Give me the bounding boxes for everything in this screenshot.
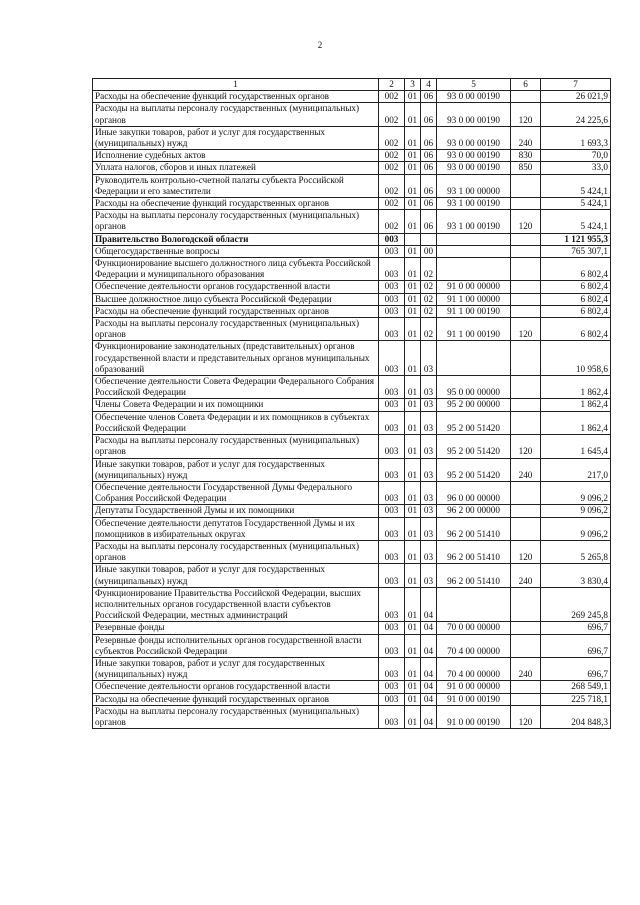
table-row [93, 341, 611, 376]
row-name-cell: Иные закупки товаров, работ и услуг для государственных (муниципальных) нужд [93, 126, 379, 149]
row-code-cell: 003 [379, 318, 405, 341]
row-section-cell [405, 233, 421, 245]
table-row [93, 281, 611, 293]
row-amount-cell: 696,7 [541, 622, 611, 634]
row-expense-type-cell [511, 258, 541, 281]
table-row [93, 150, 611, 162]
row-subsection-cell: 04 [421, 634, 437, 657]
row-name-cell: Иные закупки товаров, работ и услуг для государственных (муниципальных) нужд [93, 657, 379, 680]
row-section-cell: 01 [405, 693, 421, 705]
row-amount-cell: 10 958,6 [541, 341, 611, 376]
row-target-article-cell: 93 0 00 00190 [437, 162, 511, 174]
row-subsection-cell: 03 [421, 399, 437, 411]
row-target-article-cell: 93 0 00 00190 [437, 126, 511, 149]
row-name-cell: Обеспечение деятельности Совета Федерации Федерального Собрания Российской Федерации [93, 376, 379, 399]
row-target-article-cell: 95 2 00 51420 [437, 435, 511, 458]
row-code-cell: 002 [379, 150, 405, 162]
row-section-cell: 01 [405, 91, 421, 103]
row-section-cell: 01 [405, 587, 421, 622]
row-name-cell: Расходы на обеспечение функций государственных органов [93, 198, 379, 210]
row-section-cell: 01 [405, 399, 421, 411]
row-amount-cell: 9 096,2 [541, 505, 611, 517]
row-name-cell: Расходы на обеспечение функций государственных органов [93, 91, 379, 103]
row-expense-type-cell [511, 281, 541, 293]
row-code-cell: 002 [379, 210, 405, 233]
row-target-article-cell: 91 1 00 00190 [437, 305, 511, 317]
row-subsection-cell: 00 [421, 245, 437, 257]
table-row [93, 587, 611, 622]
row-section-cell: 01 [405, 341, 421, 376]
column-header: 5 [437, 79, 511, 91]
row-expense-type-cell [511, 411, 541, 434]
row-amount-cell: 9 096,2 [541, 517, 611, 540]
row-code-cell: 002 [379, 126, 405, 149]
table-row [93, 564, 611, 587]
table-row [93, 376, 611, 399]
row-subsection-cell: 02 [421, 293, 437, 305]
row-expense-type-cell [511, 245, 541, 257]
row-code-cell: 003 [379, 458, 405, 481]
row-amount-cell: 225 718,1 [541, 693, 611, 705]
row-target-article-cell: 91 0 00 00000 [437, 281, 511, 293]
table-row [93, 126, 611, 149]
row-name-cell: Функционирование высшего должностного лица субъекта Российской Федерации и муниципального образования [93, 258, 379, 281]
table-row [93, 657, 611, 680]
table-row [93, 435, 611, 458]
row-name-cell: Функционирование законодательных (представительных) органов государственной власти и представительных органов муниципальных образований [93, 341, 379, 376]
row-subsection-cell: 04 [421, 693, 437, 705]
table-row [93, 634, 611, 657]
row-name-cell: Общегосударственные вопросы [93, 245, 379, 257]
table-row [93, 198, 611, 210]
row-subsection-cell: 03 [421, 458, 437, 481]
row-target-article-cell [437, 341, 511, 376]
row-name-cell: Расходы на выплаты персоналу государственных (муниципальных) органов [93, 210, 379, 233]
row-amount-cell: 1 121 955,3 [541, 233, 611, 245]
row-expense-type-cell [511, 305, 541, 317]
row-section-cell: 01 [405, 150, 421, 162]
row-name-cell: Обеспечение деятельности органов государственной власти [93, 681, 379, 693]
table-row [93, 693, 611, 705]
row-amount-cell: 9 096,2 [541, 481, 611, 504]
row-subsection-cell: 03 [421, 505, 437, 517]
row-section-cell: 01 [405, 458, 421, 481]
row-amount-cell: 6 802,4 [541, 293, 611, 305]
column-header: 3 [405, 79, 421, 91]
row-section-cell: 01 [405, 318, 421, 341]
row-amount-cell: 24 225,6 [541, 103, 611, 126]
row-expense-type-cell [511, 517, 541, 540]
row-target-article-cell [437, 258, 511, 281]
row-expense-type-cell: 240 [511, 657, 541, 680]
row-name-cell: Обеспечение деятельности депутатов Государственной Думы и их помощников в избирательных округах [93, 517, 379, 540]
row-name-cell: Исполнение судебных актов [93, 150, 379, 162]
row-code-cell: 003 [379, 293, 405, 305]
column-header: 6 [511, 79, 541, 91]
row-subsection-cell: 02 [421, 305, 437, 317]
row-expense-type-cell [511, 399, 541, 411]
row-amount-cell: 70,0 [541, 150, 611, 162]
row-amount-cell: 696,7 [541, 634, 611, 657]
row-amount-cell: 6 802,4 [541, 258, 611, 281]
row-name-cell: Иные закупки товаров, работ и услуг для государственных (муниципальных) нужд [93, 458, 379, 481]
row-expense-type-cell [511, 376, 541, 399]
table-row [93, 411, 611, 434]
row-target-article-cell: 96 2 00 00000 [437, 505, 511, 517]
row-name-cell: Высшее должностное лицо субъекта Российской Федерации [93, 293, 379, 305]
row-subsection-cell: 03 [421, 341, 437, 376]
table-row [93, 622, 611, 634]
row-name-cell: Резервные фонды исполнительных органов государственной власти субъектов Российской Федерации [93, 634, 379, 657]
row-code-cell: 003 [379, 233, 405, 245]
row-target-article-cell: 91 0 00 00190 [437, 693, 511, 705]
row-section-cell: 01 [405, 622, 421, 634]
row-amount-cell: 696,7 [541, 657, 611, 680]
row-subsection-cell: 06 [421, 91, 437, 103]
row-subsection-cell: 02 [421, 281, 437, 293]
row-code-cell: 002 [379, 174, 405, 197]
row-amount-cell: 268 549,1 [541, 681, 611, 693]
table-row [93, 540, 611, 563]
row-code-cell: 003 [379, 411, 405, 434]
row-section-cell: 01 [405, 103, 421, 126]
row-target-article-cell: 93 0 00 00190 [437, 150, 511, 162]
table-row [93, 210, 611, 233]
row-expense-type-cell [511, 91, 541, 103]
table-row [93, 91, 611, 103]
row-subsection-cell: 03 [421, 376, 437, 399]
row-target-article-cell: 91 1 00 00190 [437, 318, 511, 341]
row-code-cell: 003 [379, 705, 405, 728]
row-expense-type-cell [511, 293, 541, 305]
row-section-cell: 01 [405, 126, 421, 149]
row-code-cell: 002 [379, 103, 405, 126]
row-code-cell: 003 [379, 341, 405, 376]
row-subsection-cell: 03 [421, 481, 437, 504]
row-code-cell: 003 [379, 305, 405, 317]
row-section-cell: 01 [405, 258, 421, 281]
row-section-cell: 01 [405, 210, 421, 233]
row-target-article-cell: 91 1 00 00000 [437, 293, 511, 305]
row-expense-type-cell [511, 341, 541, 376]
row-subsection-cell: 04 [421, 622, 437, 634]
row-subsection-cell: 03 [421, 564, 437, 587]
row-code-cell: 003 [379, 657, 405, 680]
row-subsection-cell: 04 [421, 587, 437, 622]
row-target-article-cell: 70 4 00 00000 [437, 634, 511, 657]
row-section-cell: 01 [405, 517, 421, 540]
row-section-cell: 01 [405, 435, 421, 458]
row-amount-cell: 5 424,1 [541, 210, 611, 233]
row-amount-cell: 3 830,4 [541, 564, 611, 587]
row-subsection-cell: 06 [421, 198, 437, 210]
row-amount-cell: 5 265,8 [541, 540, 611, 563]
row-subsection-cell: 03 [421, 411, 437, 434]
row-section-cell: 01 [405, 281, 421, 293]
row-expense-type-cell: 120 [511, 435, 541, 458]
row-name-cell: Расходы на выплаты персоналу государственных (муниципальных) органов [93, 705, 379, 728]
row-code-cell: 003 [379, 245, 405, 257]
row-section-cell: 01 [405, 564, 421, 587]
table-row [93, 705, 611, 728]
row-expense-type-cell [511, 481, 541, 504]
row-expense-type-cell: 240 [511, 126, 541, 149]
row-expense-type-cell [511, 622, 541, 634]
row-expense-type-cell: 240 [511, 564, 541, 587]
row-target-article-cell: 95 0 00 00000 [437, 376, 511, 399]
row-subsection-cell: 06 [421, 103, 437, 126]
row-target-article-cell: 95 2 00 00000 [437, 399, 511, 411]
row-name-cell: Депутаты Государственной Думы и их помощники [93, 505, 379, 517]
page-number: 2 [317, 40, 323, 50]
table-row [93, 399, 611, 411]
row-code-cell: 003 [379, 281, 405, 293]
row-code-cell: 003 [379, 399, 405, 411]
row-target-article-cell: 93 0 00 00190 [437, 103, 511, 126]
row-expense-type-cell: 120 [511, 318, 541, 341]
row-expense-type-cell [511, 693, 541, 705]
row-code-cell: 003 [379, 634, 405, 657]
row-target-article-cell: 96 2 00 51410 [437, 540, 511, 563]
row-amount-cell: 1 862,4 [541, 411, 611, 434]
row-subsection-cell: 06 [421, 162, 437, 174]
row-section-cell: 01 [405, 174, 421, 197]
row-section-cell: 01 [405, 198, 421, 210]
row-code-cell: 002 [379, 91, 405, 103]
row-target-article-cell: 95 2 00 51420 [437, 458, 511, 481]
table-row [93, 318, 611, 341]
row-subsection-cell: 04 [421, 657, 437, 680]
row-expense-type-cell: 240 [511, 458, 541, 481]
row-name-cell: Обеспечение деятельности Государственной Думы Федерального Собрания Российской Федерации [93, 481, 379, 504]
row-amount-cell: 26 021,9 [541, 91, 611, 103]
row-name-cell: Руководитель контрольно-счетной палаты субъекта Российской Федерации и его заместители [93, 174, 379, 197]
row-subsection-cell: 04 [421, 705, 437, 728]
row-amount-cell: 1 645,4 [541, 435, 611, 458]
row-code-cell: 003 [379, 481, 405, 504]
row-expense-type-cell [511, 587, 541, 622]
row-name-cell: Расходы на выплаты персоналу государственных (муниципальных) органов [93, 540, 379, 563]
row-code-cell: 003 [379, 435, 405, 458]
row-amount-cell: 269 245,8 [541, 587, 611, 622]
column-header: 1 [93, 79, 379, 91]
row-expense-type-cell: 850 [511, 162, 541, 174]
row-name-cell: Расходы на выплаты персоналу государственных (муниципальных) органов [93, 103, 379, 126]
row-section-cell: 01 [405, 376, 421, 399]
row-expense-type-cell: 120 [511, 210, 541, 233]
table-row [93, 245, 611, 257]
column-header: 4 [421, 79, 437, 91]
row-section-cell: 01 [405, 293, 421, 305]
row-expense-type-cell [511, 505, 541, 517]
row-name-cell: Обеспечение деятельности органов государственной власти [93, 281, 379, 293]
column-header: 7 [541, 79, 611, 91]
row-target-article-cell: 91 0 00 00190 [437, 705, 511, 728]
row-section-cell: 01 [405, 162, 421, 174]
row-name-cell: Расходы на обеспечение функций государственных органов [93, 693, 379, 705]
table-row [93, 233, 611, 245]
row-expense-type-cell [511, 681, 541, 693]
row-amount-cell: 6 802,4 [541, 318, 611, 341]
row-amount-cell: 33,0 [541, 162, 611, 174]
table-row [93, 517, 611, 540]
row-expense-type-cell [511, 174, 541, 197]
row-name-cell: Правительство Вологодской области [93, 233, 379, 245]
row-target-article-cell [437, 245, 511, 257]
row-section-cell: 01 [405, 245, 421, 257]
row-code-cell: 002 [379, 198, 405, 210]
row-subsection-cell: 06 [421, 210, 437, 233]
row-expense-type-cell: 120 [511, 103, 541, 126]
row-expense-type-cell: 120 [511, 705, 541, 728]
row-section-cell: 01 [405, 705, 421, 728]
row-target-article-cell: 93 1 00 00190 [437, 210, 511, 233]
row-name-cell: Обеспечение членов Совета Федерации и их помощников в субъектах Российской Федерации [93, 411, 379, 434]
row-name-cell: Расходы на выплаты персоналу государственных (муниципальных) органов [93, 435, 379, 458]
row-target-article-cell: 93 1 00 00000 [437, 174, 511, 197]
row-section-cell: 01 [405, 540, 421, 563]
table-row [93, 458, 611, 481]
row-amount-cell: 765 307,1 [541, 245, 611, 257]
row-section-cell: 01 [405, 657, 421, 680]
row-name-cell: Расходы на выплаты персоналу государственных (муниципальных) органов [93, 318, 379, 341]
row-code-cell: 003 [379, 587, 405, 622]
table-row [93, 174, 611, 197]
row-code-cell: 003 [379, 517, 405, 540]
row-subsection-cell: 02 [421, 318, 437, 341]
column-header: 2 [379, 79, 405, 91]
row-subsection-cell: 03 [421, 517, 437, 540]
row-target-article-cell: 96 0 00 00000 [437, 481, 511, 504]
row-target-article-cell [437, 587, 511, 622]
row-code-cell: 003 [379, 564, 405, 587]
row-code-cell: 003 [379, 258, 405, 281]
row-target-article-cell: 96 2 00 51410 [437, 517, 511, 540]
row-target-article-cell: 93 1 00 00190 [437, 198, 511, 210]
table-row [93, 681, 611, 693]
row-subsection-cell: 02 [421, 258, 437, 281]
row-expense-type-cell: 120 [511, 540, 541, 563]
row-section-cell: 01 [405, 481, 421, 504]
row-amount-cell: 1 693,3 [541, 126, 611, 149]
row-target-article-cell: 70 4 00 00000 [437, 657, 511, 680]
table-row [93, 305, 611, 317]
row-code-cell: 003 [379, 622, 405, 634]
row-amount-cell: 1 862,4 [541, 376, 611, 399]
table-row [93, 293, 611, 305]
row-section-cell: 01 [405, 681, 421, 693]
row-subsection-cell: 06 [421, 174, 437, 197]
row-amount-cell: 6 802,4 [541, 281, 611, 293]
table-row [93, 481, 611, 504]
row-section-cell: 01 [405, 634, 421, 657]
row-code-cell: 002 [379, 162, 405, 174]
row-code-cell: 003 [379, 505, 405, 517]
row-expense-type-cell [511, 634, 541, 657]
row-expense-type-cell: 830 [511, 150, 541, 162]
table-row [93, 162, 611, 174]
row-expense-type-cell [511, 198, 541, 210]
table-row [93, 103, 611, 126]
table-row [93, 505, 611, 517]
budget-table [92, 78, 611, 729]
row-target-article-cell [437, 233, 511, 245]
row-amount-cell: 217,0 [541, 458, 611, 481]
row-target-article-cell: 95 2 00 51420 [437, 411, 511, 434]
row-subsection-cell: 06 [421, 126, 437, 149]
row-amount-cell: 5 424,1 [541, 174, 611, 197]
row-section-cell: 01 [405, 505, 421, 517]
row-amount-cell: 6 802,4 [541, 305, 611, 317]
row-amount-cell: 5 424,1 [541, 198, 611, 210]
row-name-cell: Расходы на обеспечение функций государственных органов [93, 305, 379, 317]
row-subsection-cell [421, 233, 437, 245]
table-row [93, 258, 611, 281]
table-header-row [93, 79, 611, 91]
row-code-cell: 003 [379, 540, 405, 563]
row-amount-cell: 204 848,3 [541, 705, 611, 728]
row-name-cell: Уплата налогов, сборов и иных платежей [93, 162, 379, 174]
row-subsection-cell: 06 [421, 150, 437, 162]
row-name-cell: Члены Совета Федерации и их помощники [93, 399, 379, 411]
row-target-article-cell: 70 0 00 00000 [437, 622, 511, 634]
row-target-article-cell: 91 0 00 00000 [437, 681, 511, 693]
row-name-cell: Резервные фонды [93, 622, 379, 634]
row-section-cell: 01 [405, 305, 421, 317]
row-section-cell: 01 [405, 411, 421, 434]
row-code-cell: 003 [379, 693, 405, 705]
row-subsection-cell: 04 [421, 681, 437, 693]
row-code-cell: 003 [379, 681, 405, 693]
row-code-cell: 003 [379, 376, 405, 399]
row-subsection-cell: 03 [421, 540, 437, 563]
row-amount-cell: 1 862,4 [541, 399, 611, 411]
row-subsection-cell: 03 [421, 435, 437, 458]
row-name-cell: Функционирование Правительства Российской Федерации, высших исполнительных органов государственной власти субъектов Российской Федерации, местных администраций [93, 587, 379, 622]
row-name-cell: Иные закупки товаров, работ и услуг для государственных (муниципальных) нужд [93, 564, 379, 587]
row-target-article-cell: 93 0 00 00190 [437, 91, 511, 103]
row-target-article-cell: 96 2 00 51410 [437, 564, 511, 587]
row-expense-type-cell [511, 233, 541, 245]
